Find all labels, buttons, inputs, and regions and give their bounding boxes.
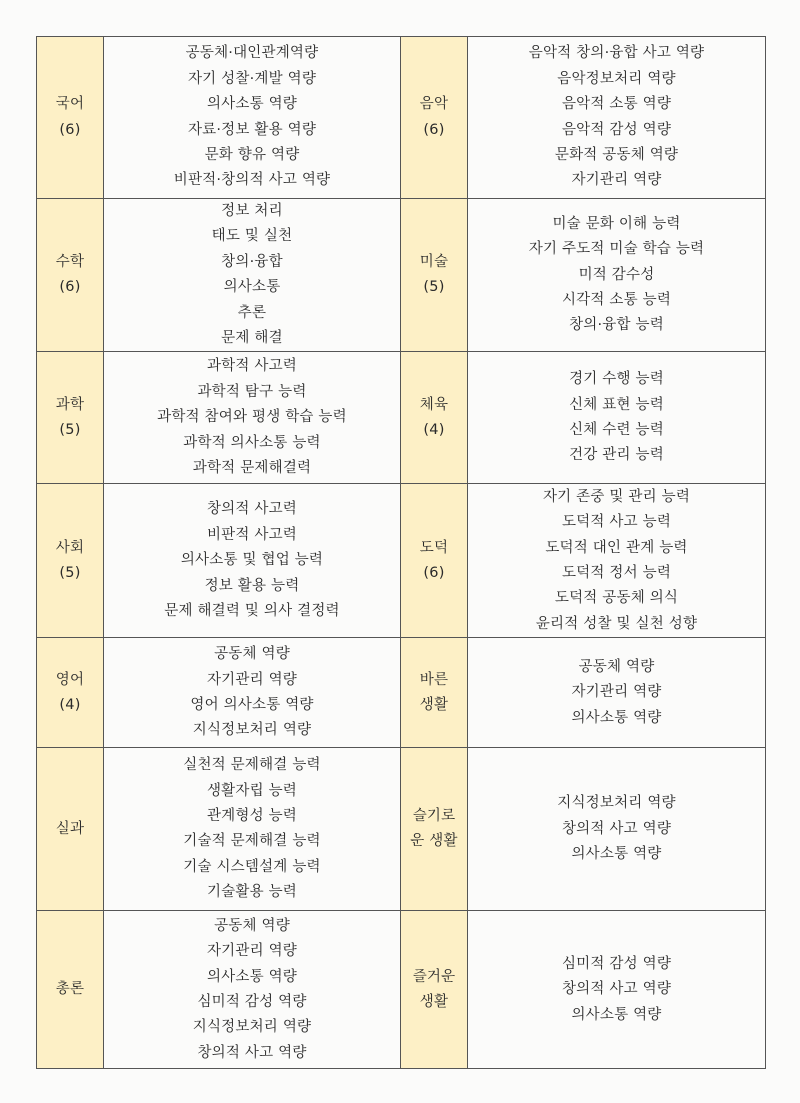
- competency-list: [468, 638, 766, 748]
- competency-item: 기술적 문제해결 능력: [183, 833, 321, 850]
- subject-name: 사회: [55, 539, 85, 556]
- competency-item: 문화 향유 역량: [204, 146, 300, 163]
- competency-item: 비판적 사고력: [206, 526, 298, 543]
- competency-item: 심미적 감성 역량: [197, 993, 307, 1010]
- competency-list: [104, 199, 401, 352]
- subject-cell: [37, 911, 104, 1069]
- competency-item: 의사소통 역량: [571, 709, 662, 726]
- subject-count: (5): [423, 279, 445, 296]
- subject-count: (6): [423, 564, 445, 581]
- competency-item: 의사소통 역량: [571, 1006, 662, 1023]
- subject-name: 총론: [55, 981, 85, 998]
- competency-item: 관계형성 능력: [206, 808, 298, 825]
- subject-count: 운 생활: [410, 833, 458, 850]
- subject-count: 생활: [419, 696, 449, 713]
- subject-cell: [401, 638, 468, 748]
- competency-item: 자기관리 역량: [571, 684, 662, 701]
- competency-item: 도덕적 공동체 의식: [554, 590, 679, 607]
- subject-name: 미술: [419, 253, 449, 270]
- competency-item: 자기관리 역량: [571, 172, 662, 189]
- competency-item: 공동체 역량: [214, 917, 290, 934]
- subject-cell: [401, 911, 468, 1069]
- subject-count: (5): [59, 421, 81, 438]
- competency-item: 지식정보처리 역량: [192, 722, 312, 739]
- competency-list: [468, 748, 766, 911]
- competency-item: 자기 주도적 미술 학습 능력: [528, 241, 705, 258]
- subject-name: 체육: [419, 396, 449, 413]
- subject-name: 실과: [55, 820, 85, 837]
- competency-item: 심미적 감성 역량: [561, 955, 672, 972]
- competency-item: 문제 해결력 및 의사 결정력: [164, 603, 340, 620]
- competency-item: 의사소통: [223, 279, 281, 296]
- competency-item: 도덕적 사고 능력: [561, 514, 672, 531]
- competency-item: 지식정보처리 역량: [557, 795, 676, 812]
- competency-list: [104, 37, 401, 199]
- competency-list: [104, 638, 401, 748]
- competency-item: 창의적 사고 역량: [561, 981, 672, 998]
- table-row: [37, 37, 766, 199]
- competency-list: [104, 748, 401, 911]
- competency-list: [468, 37, 766, 199]
- competency-item: 문화적 공동체 역량: [554, 146, 679, 163]
- table-row: [37, 199, 766, 352]
- subject-count: (4): [423, 421, 445, 438]
- subject-name: 음악: [419, 96, 449, 113]
- competency-item: 과학적 사고력: [206, 358, 298, 375]
- competency-item: 신체 표현 능력: [569, 396, 664, 413]
- competency-item: 경기 수행 능력: [569, 371, 664, 388]
- competency-item: 미적 감수성: [578, 266, 655, 283]
- competency-item: 기술 시스템설계 능력: [183, 858, 321, 875]
- competency-item: 자기 성찰·계발 역량: [187, 70, 317, 87]
- subject-cell: [37, 484, 104, 638]
- table-row: [37, 911, 766, 1069]
- competency-list: [104, 352, 401, 484]
- subject-name: 즐거운: [412, 968, 456, 985]
- competency-item: 실천적 문제해결 능력: [183, 757, 321, 774]
- competency-item: 도덕적 대인 관계 능력: [545, 539, 688, 556]
- competency-item: 창의적 사고 역량: [561, 820, 672, 837]
- competency-item: 과학적 탐구 능력: [197, 383, 307, 400]
- competency-item: 미술 문화 이해 능력: [552, 215, 681, 232]
- competency-item: 공동체·대인관계역량: [185, 45, 319, 62]
- table-row: [37, 352, 766, 484]
- table-row: [37, 748, 766, 911]
- competency-item: 자료·정보 활용 역량: [187, 121, 317, 138]
- competency-item: 윤리적 성찰 및 실천 성향: [535, 615, 698, 632]
- competency-item: 기술활용 능력: [206, 884, 298, 901]
- competency-list: [104, 911, 401, 1069]
- subject-cell: [401, 484, 468, 638]
- competency-item: 영어 의사소통 역량: [190, 696, 314, 713]
- subject-cell: [37, 352, 104, 484]
- subject-cell: [37, 199, 104, 352]
- competency-item: 과학적 의사소통 능력: [183, 434, 321, 451]
- subject-cell: [401, 748, 468, 911]
- competency-item: 정보 활용 능력: [204, 577, 300, 594]
- subject-name: 슬기로: [412, 808, 456, 825]
- competency-list: [468, 352, 766, 484]
- competency-list: [104, 484, 401, 638]
- subject-count: (6): [59, 279, 81, 296]
- competency-item: 의사소통 및 협업 능력: [180, 552, 324, 569]
- competency-table: [36, 36, 766, 1069]
- subject-count: 생활: [419, 993, 449, 1010]
- competency-item: 창의적 사고 역량: [197, 1044, 307, 1061]
- competency-list: [468, 484, 766, 638]
- subject-count: (6): [423, 121, 445, 138]
- competency-item: 신체 수련 능력: [569, 421, 664, 438]
- competency-list: [468, 911, 766, 1069]
- competency-item: 음악적 감성 역량: [561, 121, 672, 138]
- competency-item: 정보 처리: [221, 203, 283, 219]
- competency-item: 음악적 창의·융합 사고 역량: [528, 45, 705, 62]
- competency-item: 창의·융합 능력: [569, 317, 664, 334]
- table-row: [37, 638, 766, 748]
- subject-cell: [401, 199, 468, 352]
- subject-name: 영어: [55, 671, 85, 688]
- competency-item: 음악적 소통 역량: [561, 96, 672, 113]
- competency-item: 과학적 문제해결력: [192, 460, 312, 477]
- competency-list: [468, 199, 766, 352]
- subject-cell: [37, 638, 104, 748]
- competency-item: 추론: [237, 304, 267, 321]
- competency-item: 자기관리 역량: [206, 943, 298, 960]
- competency-item: 생활자립 능력: [206, 782, 298, 799]
- competency-item: 건강 관리 능력: [569, 447, 664, 464]
- subject-cell: [37, 37, 104, 199]
- competency-item: 창의적 사고력: [206, 501, 298, 518]
- competency-item: 문제 해결: [221, 330, 283, 347]
- competency-item: 시각적 소통 능력: [561, 291, 672, 308]
- subject-name: 과학: [55, 396, 85, 413]
- subject-cell: [401, 37, 468, 199]
- subject-cell: [401, 352, 468, 484]
- competency-item: 도덕적 정서 능력: [561, 564, 672, 581]
- competency-item: 공동체 역량: [214, 646, 290, 663]
- competency-item: 비판적·창의적 사고 역량: [173, 172, 331, 189]
- competency-item: 지식정보처리 역량: [192, 1019, 312, 1036]
- subject-count: (6): [59, 121, 81, 138]
- competency-item: 자기 존중 및 관리 능력: [542, 488, 691, 505]
- subject-name: 도덕: [419, 539, 449, 556]
- competency-item: 의사소통 역량: [206, 96, 298, 113]
- subject-count: (4): [59, 696, 81, 713]
- competency-item: 의사소통 역량: [571, 846, 662, 863]
- table-row: [37, 484, 766, 638]
- subject-name: 수학: [55, 253, 85, 270]
- competency-item: 의사소통 역량: [206, 968, 298, 985]
- competency-item: 음악정보처리 역량: [557, 70, 676, 87]
- subject-count: (5): [59, 564, 81, 581]
- competency-item: 과학적 참여와 평생 학습 능력: [157, 409, 347, 426]
- subject-cell: [37, 748, 104, 911]
- competency-item: 창의·융합: [221, 253, 283, 270]
- subject-name: 국어: [55, 96, 85, 113]
- competency-item: 자기관리 역량: [206, 671, 298, 688]
- competency-item: 공동체 역량: [578, 658, 655, 675]
- subject-name: 바른: [419, 671, 449, 688]
- competency-item: 태도 및 실천: [211, 228, 293, 245]
